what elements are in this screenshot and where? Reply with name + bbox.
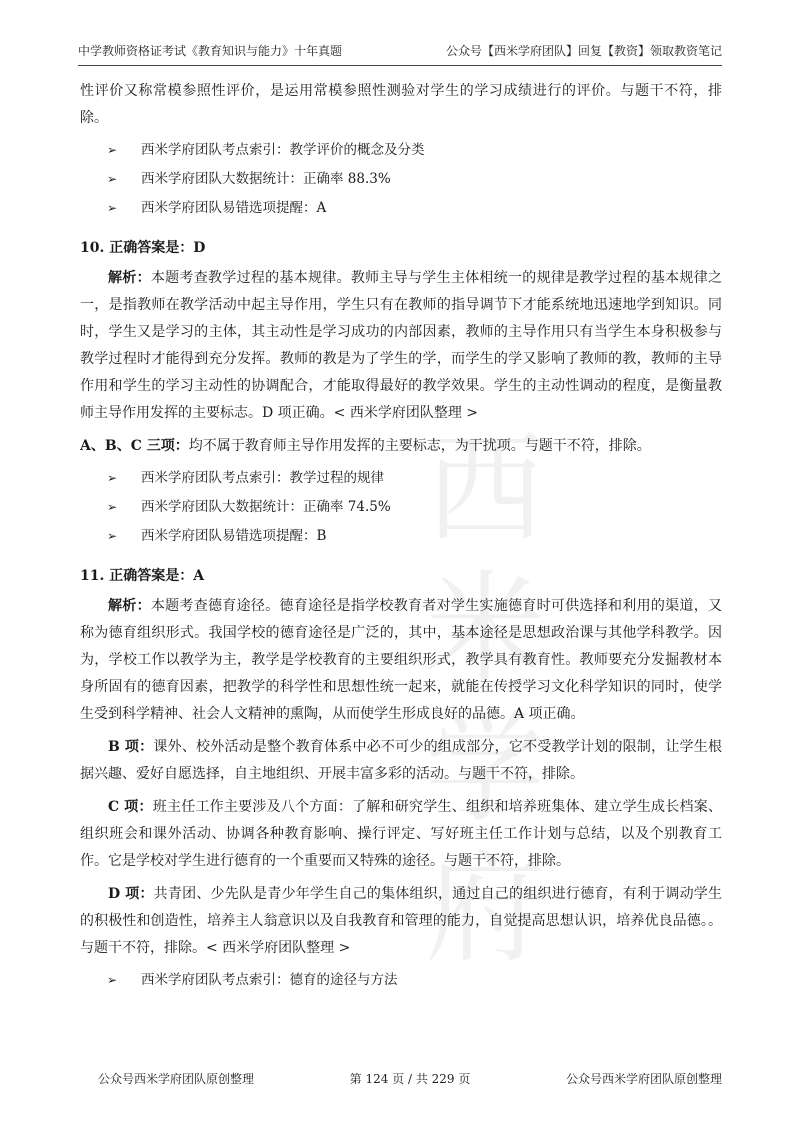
list-item: ➢ 西米学府团队易错选项提醒：B bbox=[107, 525, 722, 547]
question-11-option-b: B 项：课外、校外活动是整个教育体系中必不可少的组成部分，它不受教学计划的限制，让学生根据兴趣、爱好自愿选择，自主地组织、开展丰富多彩的活动。与题干不符，排除。 bbox=[80, 739, 722, 782]
question-10-other-options: A、B、C 三项：均不属于教育师主导作用发挥的主要标志，为干扰项。与题干不符，排除。 bbox=[80, 438, 651, 454]
question-10-analysis: 解析：本题考查教学过程的基本规律。教师主导与学生主体相统一的规律是教学过程的基本规律之一，是指教师在教学活动中起主导作用，学生只有在教师的指导调节下才能系统地迅速地学到知识。同时，学生又是学习的主体，其主动性是学习成功的内部因素，教师的主导作用只有当学生本身积极参与教学过程时才能得到充分发挥。教师的教是为了学生的学，而学生的学又影响了教师的教，教师的主导作用和学生的学习主动性的协调配合，才能取得最好的教学效果。学生的主动性调动的程度，是衡量教师主导作用发挥的主要标志。D 项正确。< 西米学府团队整理 > bbox=[80, 270, 722, 421]
arrow-right-icon: ➢ bbox=[107, 973, 118, 987]
continuation-text: 性评价又称常模参照性评价，是运用常模参照性测验对学生的学习成绩进行的评价。与题干不符，排除。 bbox=[80, 83, 722, 126]
arrow-right-icon: ➢ bbox=[107, 471, 118, 485]
footer-left: 公众号西米学府团队原创整理 bbox=[98, 1072, 255, 1086]
watermark-logo: 西米 学府 bbox=[425, 420, 545, 979]
header-title: 中学教师资格证考试《教育知识与能力》十年真题 bbox=[78, 44, 343, 58]
list-item: ➢ 西米学府团队易错选项提醒：A bbox=[107, 197, 722, 219]
list-item: ➢ 西米学府团队大数据统计：正确率 88.3% bbox=[107, 168, 722, 190]
page-content bbox=[80, 78, 722, 998]
header-promo: 公众号【西米学府团队】回复【教资】领取教资笔记 bbox=[445, 44, 722, 58]
arrow-right-icon: ➢ bbox=[107, 500, 118, 514]
list-item: ➢ 西米学府团队大数据统计：正确率 74.5% bbox=[107, 496, 722, 518]
arrow-right-icon: ➢ bbox=[107, 172, 118, 186]
arrow-right-icon: ➢ bbox=[107, 143, 118, 157]
question-11-analysis: 解析：本题考查德育途径。德育途径是指学校教育者对学生实施德育时可供选择和利用的渠道，又称为德育组织形式。我国学校的德育途径是广泛的，其中，基本途径是思想政治课与其他学科教学。因为，学校工作以教学为主，教学是学校教育的主要组织形式，教学具有教育性。教师要充分发掘教材本身所固有的德育因素，把教学的科学性和思想性统一起来，就能在传授学习文化科学知识的同时，使学生受到科学精神、社会人文精神的熏陶，从而使学生形成良好的品德。A 项正确。 bbox=[80, 598, 722, 722]
page-number: 第 124 页 / 共 229 页 bbox=[349, 1072, 471, 1086]
arrow-right-icon: ➢ bbox=[107, 529, 118, 543]
question-11-option-d: D 项：共青团、少先队是青少年学生自己的集体组织，通过自己的组织进行德育，有利于调动学生的积极性和创造性，培养主人翁意识以及自我教育和管理的能力，自觉提高思想认识，培养优良品德。。与题干不符，排除。< 西米学府团队整理 > bbox=[80, 886, 723, 956]
page-footer bbox=[98, 1070, 722, 1087]
footer-right: 公众号西米学府团队原创整理 bbox=[565, 1072, 722, 1086]
list-item: ➢ 西米学府团队考点索引：教学过程的规律 bbox=[107, 467, 722, 489]
question-11-option-c: C 项：班主任工作主要涉及八个方面：了解和研究学生、组织和培养班集体、建立学生成长档案、组织班会和课外活动、协调各种教育影响、操行评定、写好班主任工作计划与总结，以及个别教育工作。它是学校对学生进行德育的一个重要而又特殊的途径。与题干不符，排除。 bbox=[80, 799, 722, 869]
list-item: ➢ 西米学府团队考点索引：教学评价的概念及分类 bbox=[107, 139, 722, 161]
question-10-heading: 10. 正确答案是：D bbox=[80, 240, 206, 256]
list-item: ➢ 西米学府团队考点索引：德育的途径与方法 bbox=[107, 969, 722, 991]
page-header bbox=[78, 42, 722, 66]
question-11-heading: 11. 正确答案是：A bbox=[80, 568, 205, 584]
arrow-right-icon: ➢ bbox=[107, 201, 118, 215]
